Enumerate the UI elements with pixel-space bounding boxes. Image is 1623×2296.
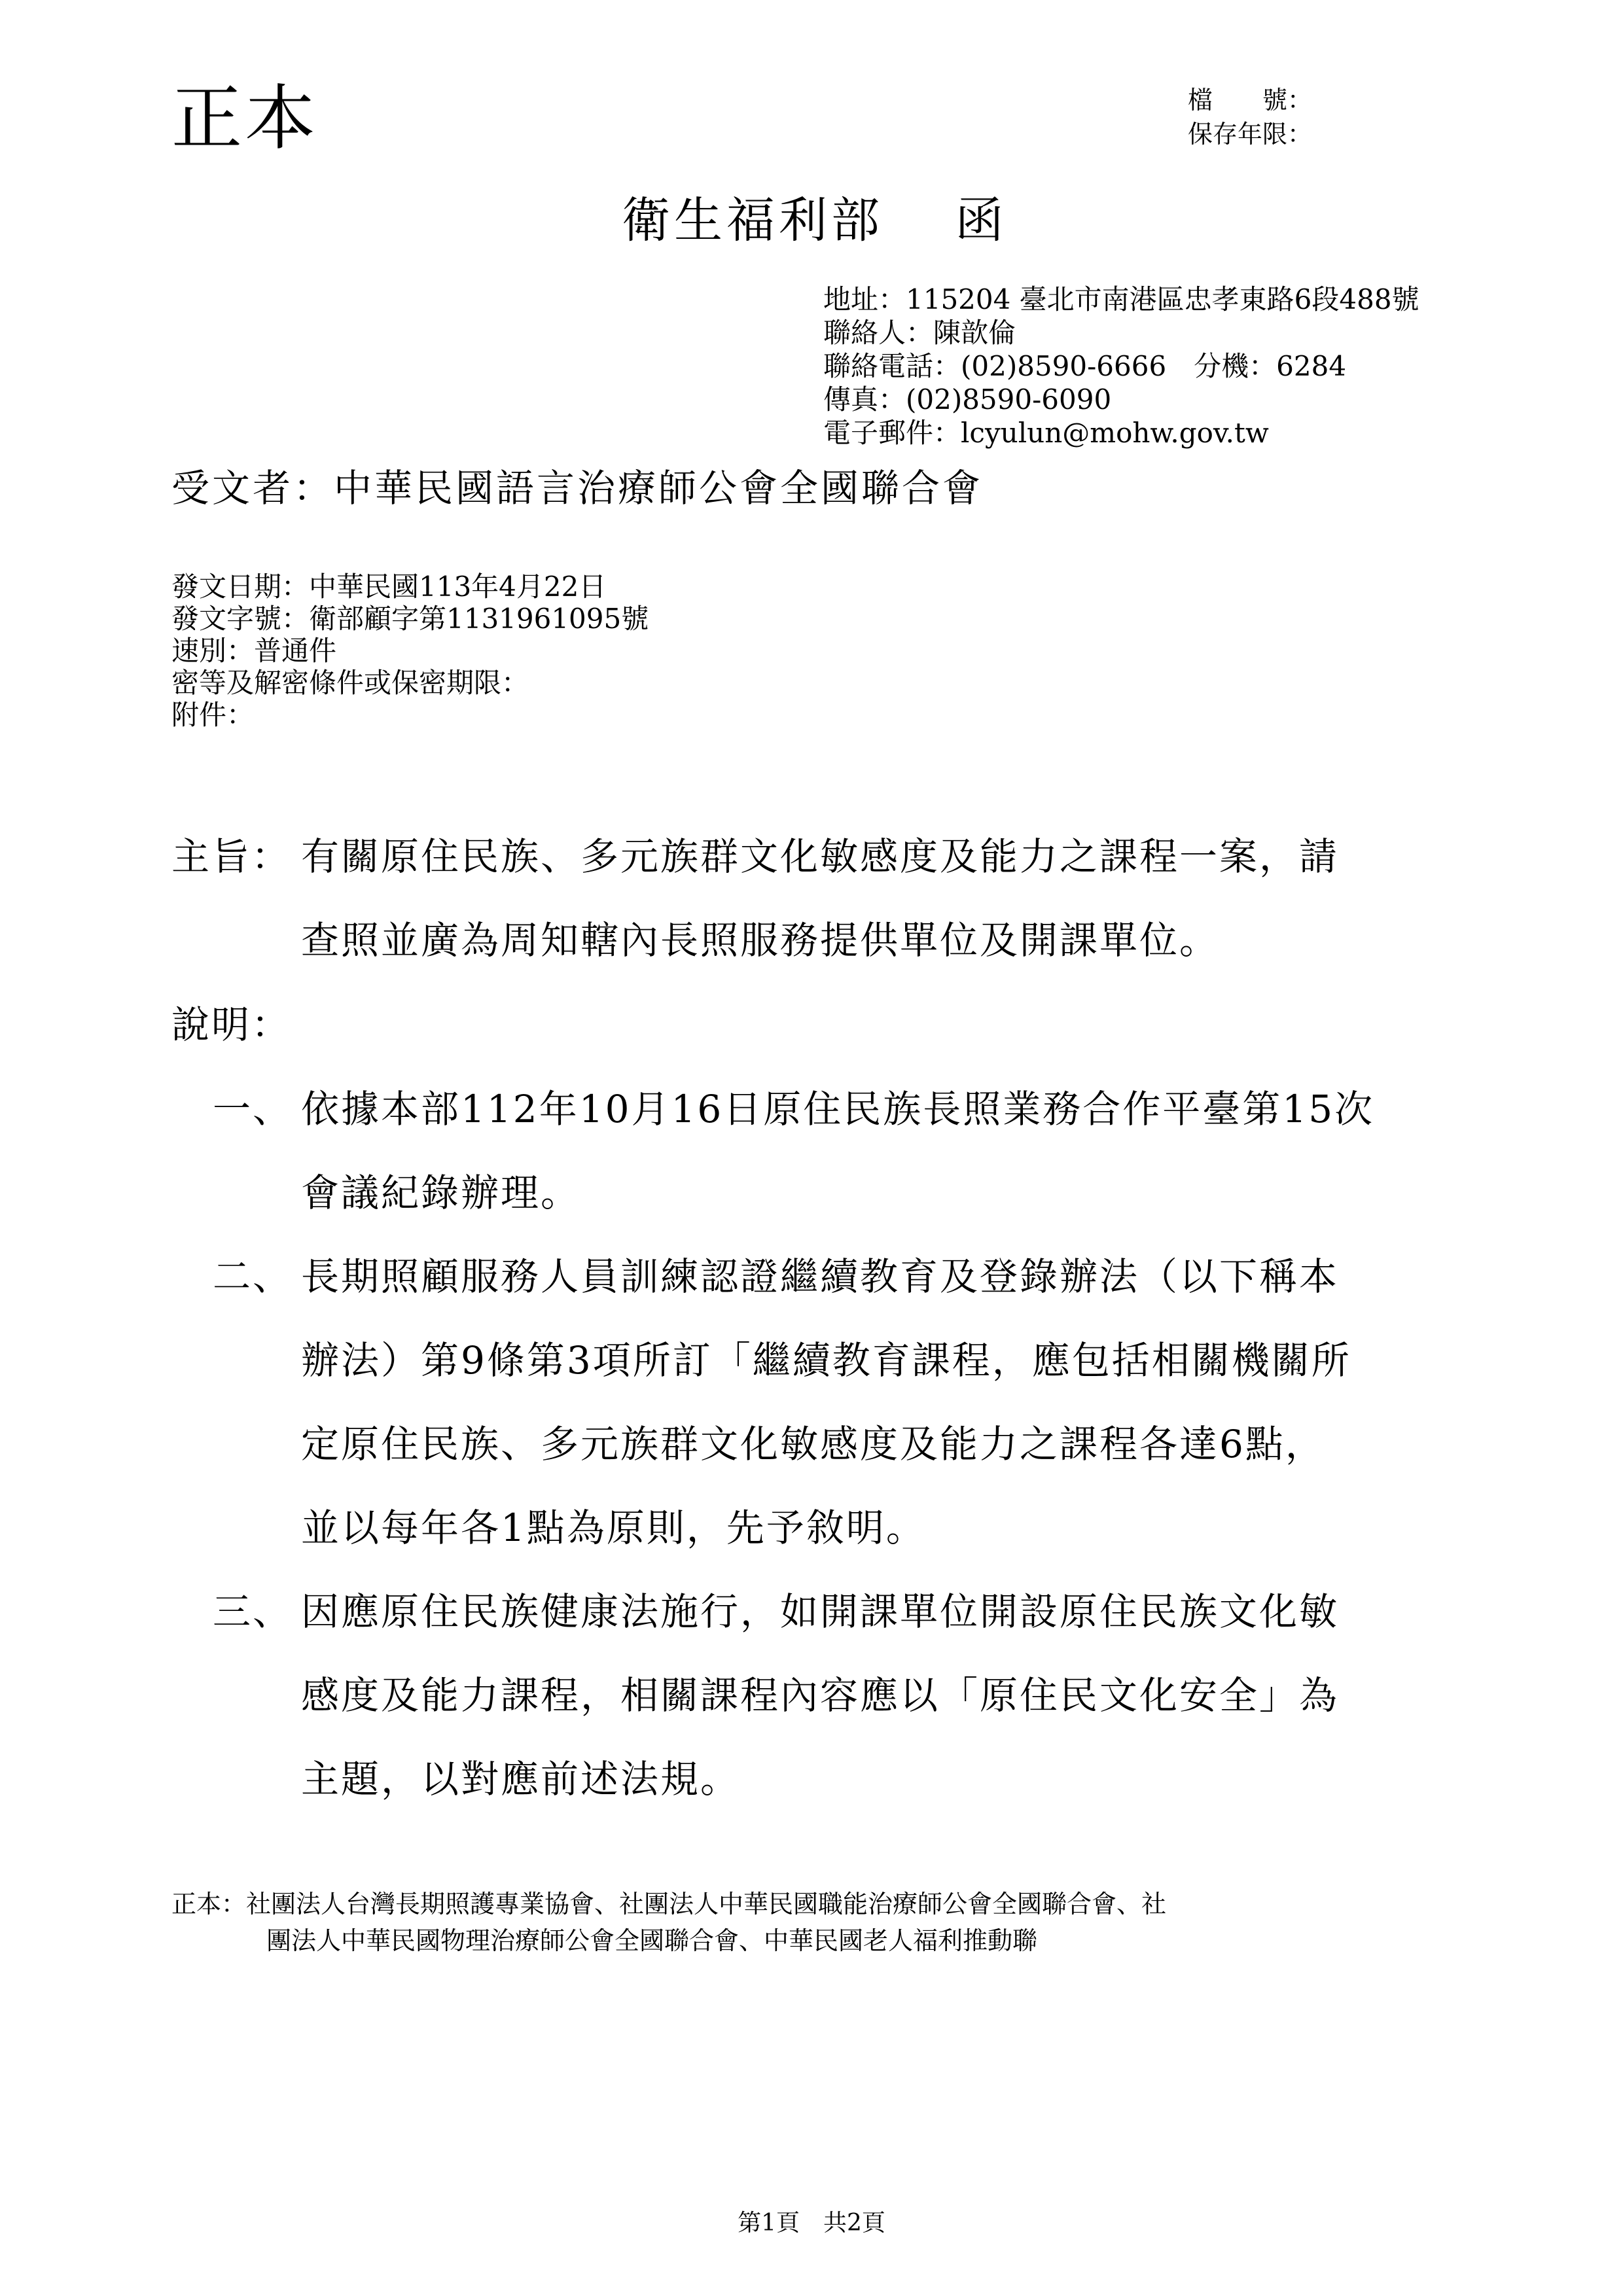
delivery-speed: 速別：普通件 [171, 635, 337, 667]
item-2-line-2: 辦法）第9條第3項所訂「繼續教育課程，應包括相關機關所 [301, 1338, 1351, 1383]
item-marker-2: 二、 [213, 1254, 293, 1299]
item-3-line-1: 因應原住民族健康法施行，如開課單位開設原住民族文化敏 [301, 1589, 1340, 1634]
item-3-line-2: 感度及能力課程，相關課程內容應以「原住民文化安全」為 [301, 1673, 1340, 1718]
item-1-line-1: 依據本部112年10月16日原住民族長照業務合作平臺第15次 [301, 1087, 1375, 1131]
sender-address: 地址：115204 臺北市南港區忠孝東路6段488號 [823, 283, 1419, 315]
explanation-label: 說明： [171, 1002, 292, 1047]
item-2-line-4: 並以每年各1點為原則，先予敘明。 [301, 1506, 926, 1550]
document-info [171, 571, 649, 731]
sender-info [823, 283, 1419, 450]
item-2-line-3: 定原住民族、多元族群文化敏感度及能力之課程各達6點， [301, 1422, 1325, 1466]
item-2-line-1: 長期照顧服務人員訓練認證繼續教育及登錄辦法（以下稱本 [301, 1254, 1340, 1299]
item-marker-1: 一、 [213, 1087, 293, 1131]
secrecy-level: 密等及解密條件或保密期限： [171, 667, 529, 699]
item-3-line-3: 主題，以對應前述法規。 [301, 1757, 741, 1801]
copies-line-2: 團法人中華民國物理治療師公會全國聯合會、中華民國老人福利推動聯 [266, 1926, 1038, 1955]
subject-line-1: 有關原住民族、多元族群文化敏感度及能力之課程一案，請 [301, 834, 1340, 879]
retention-period-label: 保存年限： [1188, 120, 1313, 149]
sender-contact: 聯絡人：陳歆倫 [823, 317, 1016, 349]
recipient: 受文者：中華民國語言治療師公會全國聯合會 [171, 466, 984, 510]
file-number-label: 檔 號： [1188, 86, 1313, 115]
original-copy-stamp: 正本 [171, 78, 319, 160]
document-title: 衛生福利部 函 [622, 192, 1008, 249]
item-marker-3: 三、 [213, 1589, 293, 1634]
copies-to [171, 1886, 1166, 1959]
attachments: 附件： [171, 699, 255, 731]
document-number: 發文字號：衛部顧字第1131961095號 [171, 603, 649, 635]
subject-label: 主旨： [171, 834, 292, 879]
subject-line-2: 查照並廣為周知轄內長照服務提供單位及開課單位。 [301, 918, 1220, 963]
sender-email: 電子郵件：lcyulun@mohw.gov.tw [823, 417, 1269, 449]
sender-phone: 聯絡電話：(02)8590-6666 分機：6284 [823, 350, 1347, 382]
copies-line-1: 正本：社團法人台灣長期照護專業協會、社團法人中華民國職能治療師公會全國聯合會、社 [171, 1890, 1167, 1918]
sender-fax: 傳真：(02)8590-6090 [823, 383, 1112, 415]
item-1-line-2: 會議紀錄辦理。 [301, 1171, 581, 1215]
page-number: 第1頁 共2頁 [738, 2210, 885, 2236]
issue-date: 發文日期：中華民國113年4月22日 [171, 571, 607, 603]
